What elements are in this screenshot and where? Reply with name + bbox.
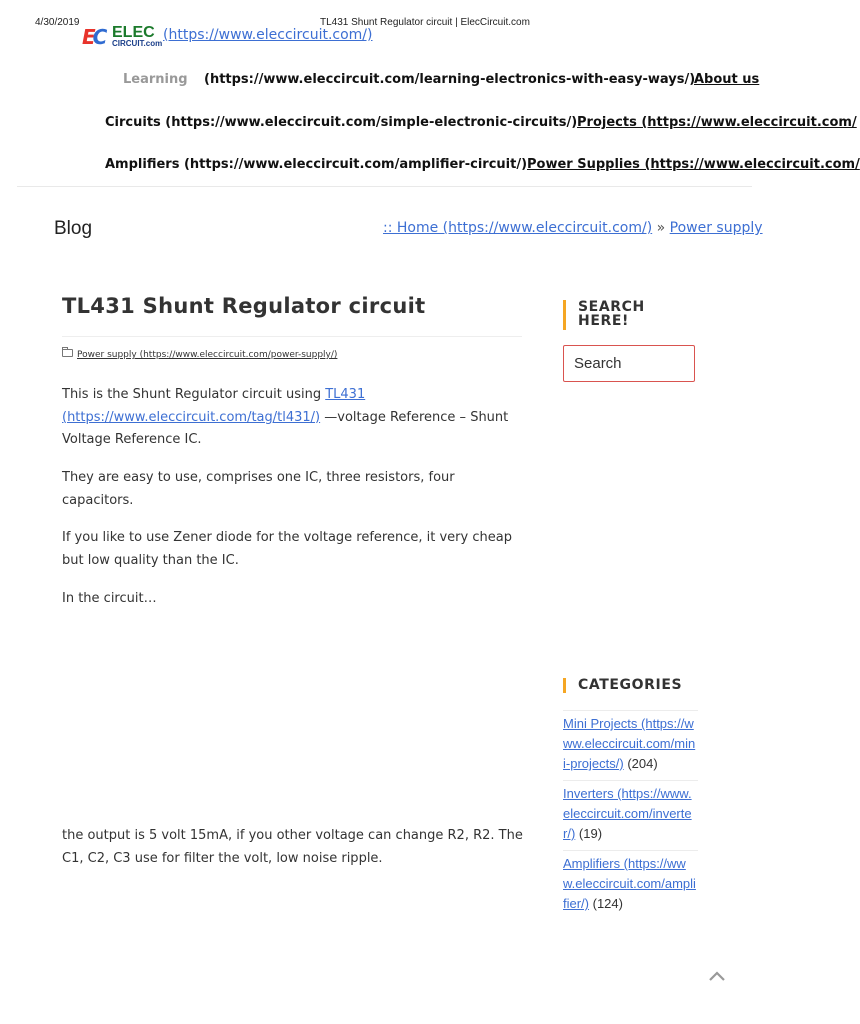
nav-item-projects[interactable] <box>577 115 857 130</box>
nav-item-learning[interactable]: Learning <box>123 72 188 87</box>
category-item <box>563 710 698 780</box>
category-link-amplifiers[interactable]: Amplifiers (https://www.eleccircuit.com/amplifier/) <box>563 856 696 911</box>
logo-elec-text: ELEC <box>112 24 155 41</box>
category-link-mini-projects[interactable]: Mini Projects (https://www.eleccircuit.com/mini-projects/) <box>563 716 696 771</box>
breadcrumb <box>383 220 763 236</box>
nav-item-about[interactable] <box>694 72 760 87</box>
nav-item-projects-label[interactable]: Projects (https://www.eleccircuit.com/ <box>577 115 857 130</box>
logo-circuit-text: CIRCUIT.com <box>112 39 163 48</box>
search-input[interactable] <box>564 346 694 381</box>
folder-icon <box>62 349 73 357</box>
categories-widget-accent <box>563 678 566 693</box>
category-count: (124) <box>592 896 623 911</box>
categories-widget-title: CATEGORIES <box>578 677 683 693</box>
nav-item-amplifiers[interactable]: Amplifiers (https://www.eleccircuit.com/amplifier-circuit/) <box>105 157 528 172</box>
nav-item-power-supplies-label[interactable]: Power Supplies (https://www.eleccircuit.com/ <box>527 157 860 172</box>
post-paragraph-3: If you like to use Zener diode for the voltage reference, it very cheap but low quality than the IC. <box>62 530 512 568</box>
header-divider <box>17 186 752 187</box>
post-paragraph-5: the output is 5 volt 15mA, if you other voltage can change R2, R2. The C1, C2, C3 use for filter the volt, low noise ripple. <box>62 828 523 866</box>
nav-item-power-supplies[interactable] <box>527 157 860 172</box>
category-item <box>563 780 698 850</box>
post-category-link[interactable]: Power supply (https://www.eleccircuit.com/power-supply/) <box>77 350 338 360</box>
tl431-tag-link[interactable]: TL431 (https://www.eleccircuit.com/tag/tl431/) <box>62 387 366 425</box>
nav-item-circuits[interactable]: Circuits (https://www.eleccircuit.com/simple-electronic-circuits/) <box>105 115 578 130</box>
nav-item-about-label[interactable]: About us <box>694 72 760 87</box>
print-date: 4/30/2019 <box>35 17 80 28</box>
title-divider <box>62 336 522 337</box>
page-title: Blog <box>54 218 93 239</box>
category-count: (204) <box>627 756 658 771</box>
site-logo[interactable] <box>82 25 164 49</box>
chevron-up-icon <box>706 966 728 986</box>
post-category <box>62 349 337 360</box>
category-item <box>563 850 698 920</box>
print-page-title: TL431 Shunt Regulator circuit | ElecCircuit.com <box>320 17 530 28</box>
breadcrumb-separator: » <box>656 220 666 236</box>
post-title: TL431 Shunt Regulator circuit <box>62 294 426 318</box>
breadcrumb-category-link[interactable]: Power supply <box>669 220 763 236</box>
logo-url-link[interactable]: (https://www.eleccircuit.com/) <box>163 27 373 43</box>
nav-item-learning-url[interactable]: (https://www.eleccircuit.com/learning-electronics-with-easy-ways/) <box>204 72 696 87</box>
logo-mark: EC <box>82 25 105 49</box>
search-box[interactable] <box>563 345 695 382</box>
post-paragraph-1: This is the Shunt Regulator circuit using TL431 (https://www.eleccircuit.com/tag/tl431/) —voltage Reference – Shunt Voltage Reference IC. <box>62 387 509 447</box>
category-list <box>563 710 698 920</box>
scroll-top-button[interactable] <box>706 966 728 986</box>
post-paragraph-4: In the circuit… <box>62 591 157 606</box>
breadcrumb-home-link[interactable]: :: Home (https://www.eleccircuit.com/) <box>383 220 653 236</box>
category-link-inverters[interactable]: Inverters (https://www.eleccircuit.com/inverter/) <box>563 786 692 841</box>
search-widget-accent <box>563 300 566 330</box>
post-paragraph-2: They are easy to use, comprises one IC, three resistors, four capacitors. <box>62 470 455 508</box>
search-widget-title: SEARCH HERE! <box>578 299 645 329</box>
category-count: (19) <box>578 826 603 841</box>
